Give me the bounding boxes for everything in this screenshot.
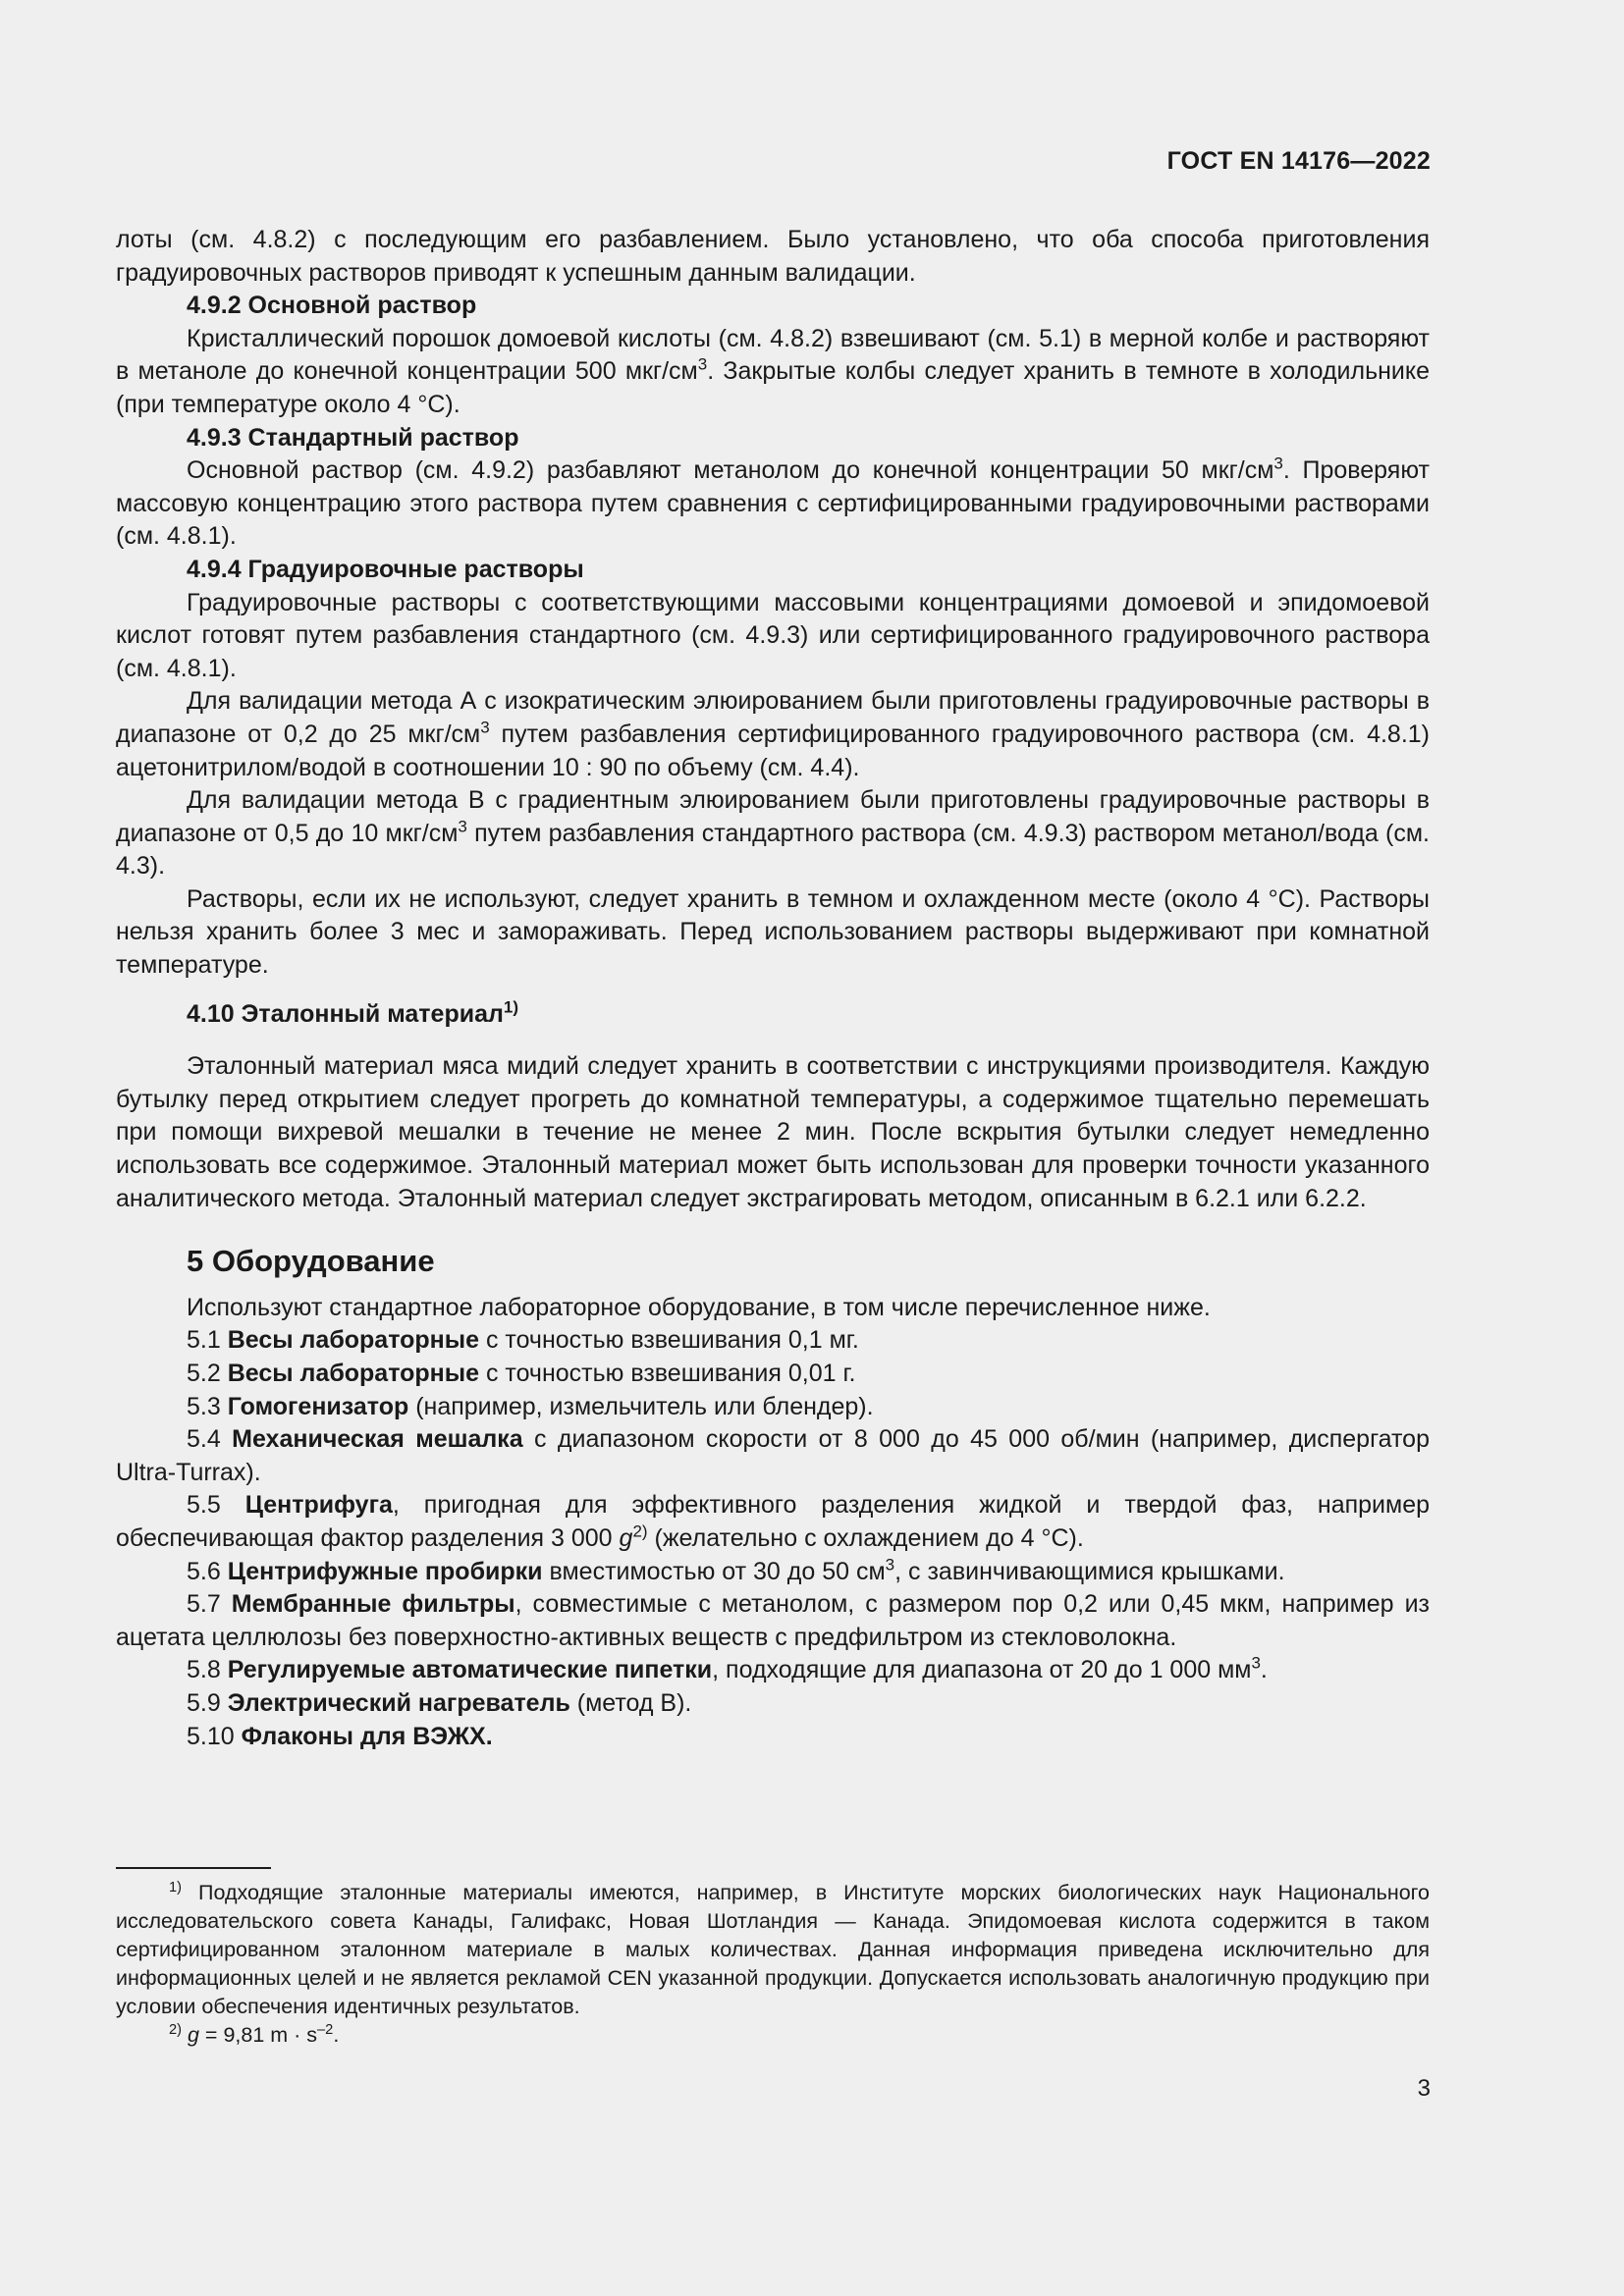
footnote-text: Подходящие эталонные материалы имеются, например, в Институте морских биологических наук Национального исследовательского совета Канады, Галифакс, Новая Шотландия — Канада. Эпидомоевая кислота содержится в таком сертифицированном эталонном материале в малых количествах. Данная информация приведена исключительно для информационных целей и не является рекламой CEN указанной продукции. Допускается использовать аналогичную продукцию при условии обеспечения идентичных результатов. (116, 1881, 1430, 2018)
equipment-item (116, 1358, 1430, 1391)
heading-text: 4.10 Эталонный материал (187, 999, 504, 1028)
footnote-ref-1: 1) (503, 997, 518, 1017)
equipment-item (116, 1324, 1430, 1358)
item-text: (например, измельчитель или блендер). (408, 1392, 874, 1420)
footnote-text: . (333, 2023, 340, 2047)
text: Основной раствор (см. 4.9.2) разбавляют метанолом до конечной концентрации 50 мкг/см (187, 456, 1274, 485)
heading-4-9-3: 4.9.3 Стандартный раствор (187, 423, 519, 452)
paragraph-4-10: Эталонный материал мяса мидий следует хранить в соответствии с инструкциями производителя. Каждую бутылку перед открытием следует прогреть до комнатной температуры, а содержимое тщательно перемешать при помощи вихревой мешалки в течение не менее 2 мин. После вскрытия бутылки следует немедленно использовать все содержимое. Эталонный материал может быть использован для проверки точности указанного аналитического метода. Эталонный материал следует экстрагировать методом, описанным в 6.2.1 или 6.2.2. (116, 1052, 1430, 1212)
item-number: 5.1 (187, 1326, 228, 1355)
item-name: Весы лабораторные (227, 1360, 480, 1387)
footnote-text: = 9,81 m · s (198, 2023, 318, 2047)
item-name: Гомогенизатор (227, 1392, 409, 1420)
equipment-item (116, 1721, 1430, 1754)
footnote-mark: 2) (169, 2021, 182, 2038)
item-number: 5.2 (187, 1360, 228, 1387)
paragraph-4-9-2 (116, 323, 1430, 422)
item-italic: g (619, 1523, 633, 1552)
equipment-item (116, 1687, 1430, 1721)
text: путем разбавления стандартного раствора (см. 4.9.3) раствором метанол/вода (см. 4.3). (116, 819, 1430, 881)
heading-4-9-4: 4.9.4 Градуировочные растворы (187, 555, 584, 583)
document-header: ГОСТ EN 14176—2022 (1166, 147, 1431, 175)
item-text: . (1260, 1656, 1268, 1684)
superscript: 3 (480, 718, 490, 737)
heading-4-9-2: 4.9.2 Основной раствор (187, 292, 477, 320)
equipment-item (116, 1489, 1430, 1555)
item-name: Электрический нагреватель (227, 1688, 570, 1717)
item-number: 5.5 (187, 1491, 245, 1520)
main-content (116, 224, 1430, 1753)
paragraph-intro: лоты (см. 4.8.2) с последующим его разбавлением. Было установлено, что оба способа приготовления градуировочных растворов приводят к успешным данным валидации. (116, 226, 1430, 287)
text: Кристаллический порошок домоевой кислоты (см. 4.8.2) взвешивают (см. 5.1) в мерной колбе и растворяют в метаноле до конечной концентрации 500 мкг/см (116, 324, 1430, 386)
superscript: 3 (458, 817, 467, 836)
item-text: , подходящие для диапазона от 20 до 1 000 мм (712, 1656, 1252, 1684)
paragraph-4-9-4-4: Растворы, если их не используют, следует хранить в темном и охлажденном месте (около 4 °С). Растворы нельзя хранить более 3 мес и замораживать. Перед использованием растворы выдерживают при комнатной температуре. (116, 884, 1430, 980)
heading-4-10 (116, 998, 1430, 1032)
equipment-item (116, 1423, 1430, 1489)
item-text: с диапазоном скорости от 8 000 до 45 000 об/мин (например, диспергатор Ultra-Turrax). (116, 1425, 1430, 1486)
item-number: 5.10 (187, 1722, 242, 1750)
footnote-2 (116, 2021, 1430, 2050)
item-text: с точностью взвешивания 0,1 мг. (479, 1326, 859, 1355)
item-number: 5.9 (187, 1688, 228, 1717)
item-name: Весы лабораторные (227, 1326, 480, 1355)
equipment-item (116, 1654, 1430, 1687)
item-number: 5.6 (187, 1557, 228, 1585)
section-heading-5: 5 Оборудование (187, 1244, 435, 1279)
paragraph-4-9-4-3 (116, 784, 1430, 883)
item-number: 5.3 (187, 1392, 228, 1420)
item-text: с точностью взвешивания 0,01 г. (479, 1360, 856, 1387)
item-name: Регулируемые автоматические пипетки (227, 1656, 713, 1684)
text: путем разбавления сертифицированного градуировочного раствора (см. 4.8.1) ацетонитрилом/водой в соотношении 10 : 90 по объему (см. 4.4). (116, 720, 1431, 781)
paragraph-5-intro: Используют стандартное лабораторное оборудование, в том числе перечисленное ниже. (187, 1293, 1211, 1321)
item-text: вместимостью от 30 до 50 см (542, 1557, 886, 1585)
text: . Проверяют массовую концентрацию этого раствора путем сравнения с сертифицированными градуировочными растворами (см. 4.8.1). (116, 456, 1430, 551)
superscript: 3 (697, 355, 708, 375)
item-name: Центрифуга (244, 1491, 393, 1520)
paragraph-4-9-3 (116, 454, 1430, 554)
paragraph-4-9-4-2 (116, 685, 1430, 784)
item-number: 5.8 (187, 1656, 228, 1684)
item-text: (желательно с охлаждением до 4 °С). (647, 1523, 1084, 1552)
item-text: , пригодная для эффективного разделения жидкой и твердой фаз, например обеспечивающая фактор разделения 3 000 (116, 1491, 1431, 1552)
equipment-item (116, 1588, 1430, 1654)
item-number: 5.4 (187, 1425, 233, 1454)
text: . Закрытые колбы следует хранить в темноте в холодильнике (при температуре около 4 °С). (116, 357, 1430, 418)
item-text: , совместимые с метанолом, с размером пор 0,2 или 0,45 мкм, например из ацетата целлюлозы без поверхностно-активных веществ с предфильтром из стекловолокна. (116, 1590, 1431, 1651)
footnote-1 (116, 1879, 1430, 2021)
equipment-list (116, 1324, 1430, 1753)
footnote-italic: g (187, 2023, 199, 2047)
item-name: Механическая мешалка (232, 1425, 523, 1454)
item-name: Центрифужные пробирки (227, 1557, 543, 1585)
footnote-divider (116, 1867, 271, 1869)
equipment-item (116, 1556, 1430, 1589)
superscript: 3 (1273, 454, 1283, 473)
item-name: Мембранные фильтры (231, 1590, 515, 1619)
superscript: 3 (1251, 1654, 1261, 1673)
footnotes (116, 1867, 1430, 2050)
superscript: 3 (885, 1555, 895, 1575)
text: Для валидации метода В с градиентным элюированием были приготовлены градуировочные растворы в диапазоне от 0,5 до 10 мкг/см (116, 786, 1430, 847)
item-text: , с завинчивающимися крышками. (894, 1557, 1285, 1585)
item-text: (метод В). (569, 1688, 692, 1717)
item-name: Флаконы для ВЭЖХ. (241, 1722, 493, 1750)
equipment-item (116, 1391, 1430, 1424)
item-number: 5.7 (187, 1590, 232, 1619)
superscript: –2 (317, 2021, 334, 2038)
text: Для валидации метода А с изократическим элюированием были приготовлены градуировочные растворы в диапазоне от 0,2 до 25 мкг/см (116, 687, 1430, 748)
footnote-mark: 1) (169, 1879, 182, 1896)
paragraph-4-9-4-1: Градуировочные растворы с соответствующими массовыми концентрациями домоевой и эпидомоевой кислот готовят путем разбавления стандартного (см. 4.9.3) или сертифицированного градуировочного раствора (см. 4.8.1). (116, 588, 1430, 682)
superscript: 2) (632, 1522, 648, 1541)
page-number: 3 (1417, 2075, 1431, 2102)
